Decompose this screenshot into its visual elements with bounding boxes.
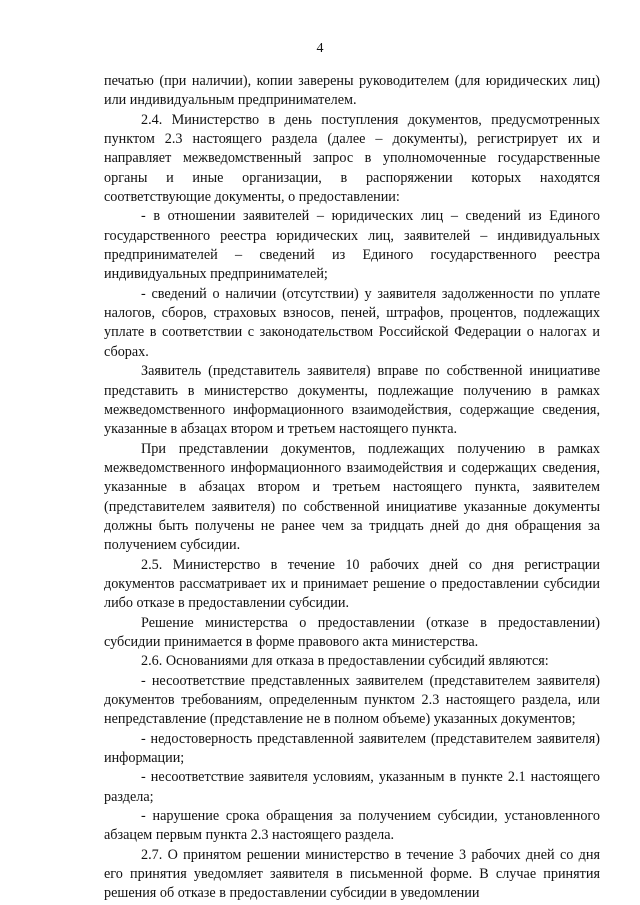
paragraph-2-7: 2.7. О принятом решении министерство в течение 3 рабочих дней со дня его принятия уведомляет заявителя в письменной форме. В случае принятия решения об отказе в предоставлении субсидии в уведомлении (104, 846, 600, 902)
paragraph-2-6: 2.6. Основаниями для отказа в предоставлении субсидий являются: (141, 653, 549, 670)
list-item-tax-debt: - сведений о наличии (отсутствии) у заявителя задолженности по уплате налогов, сборов, страховых взносов, пеней, штрафов, процентов, подлежащих уплате в соответствии с законодательством Российской Федерации о налогах и сборах. (104, 285, 600, 360)
list-item-noncompliance-conditions: - несоответствие заявителя условиям, указанным в пункте 2.1 настоящего раздела; (104, 769, 600, 805)
document-body (104, 72, 600, 904)
list-item-noncompliance-docs: - несоответствие представленных заявителем (представителем заявителя) документов требованиям, определенным пунктом 2.3 настоящего раздела, или непредставление (представление не в полном объеме) указанных документов; (104, 672, 600, 728)
paragraph-2-4: 2.4. Министерство в день поступления документов, предусмотренных пунктом 2.3 настоящего раздела (далее – документы), регистрирует их и направляет межведомственный запрос в уполномоченные государственные органы и иные организации, в распоряжении которых находятся соответствующие документы, о предоставлении: (104, 111, 600, 206)
page-number: 4 (316, 41, 324, 56)
list-item-egrul: - в отношении заявителей – юридических лиц – сведений из Единого государственного реестра юридических лиц, заявителей – индивидуальных предпринимателей – сведений из Единого государственного реестра индивидуальных предпринимателей; (104, 208, 600, 283)
paragraph-decision-form: Решение министерства о предоставлении (отказе в предоставлении) субсидии принимается в форме правового акта министерства. (104, 614, 600, 650)
paragraph-applicant-initiative: Заявитель (представитель заявителя) вправе по собственной инициативе представить в министерство документы, подлежащие получению в рамках межведомственного информационного взаимодействия, содержащие сведения, указанные в абзацах втором и третьем настоящего пункта. (104, 363, 600, 438)
paragraph-2-5: 2.5. Министерство в течение 10 рабочих дней со дня регистрации документов рассматривает их и принимает решение о предоставлении субсидии либо отказе в предоставлении субсидии. (104, 556, 600, 612)
paragraph-continuation: печатью (при наличии), копии заверены руководителем (для юридических лиц) или индивидуальным предпринимателем. (104, 73, 600, 109)
list-item-deadline-violation: - нарушение срока обращения за получением субсидии, установленного абзацем первым пункта 2.3 настоящего раздела. (104, 808, 600, 844)
paragraph-document-age: При представлении документов, подлежащих получению в рамках межведомственного информационного взаимодействия и содержащих сведения, указанные в абзацах втором и третьем настоящего пункта, заявителем (представителем заявителя) по собственной инициативе указанные документы должны быть получены не ранее чем за тридцать дней до дня обращения за получением субсидии. (104, 440, 600, 554)
list-item-false-info: - недостоверность представленной заявителем (представителем заявителя) информации; (104, 730, 600, 767)
